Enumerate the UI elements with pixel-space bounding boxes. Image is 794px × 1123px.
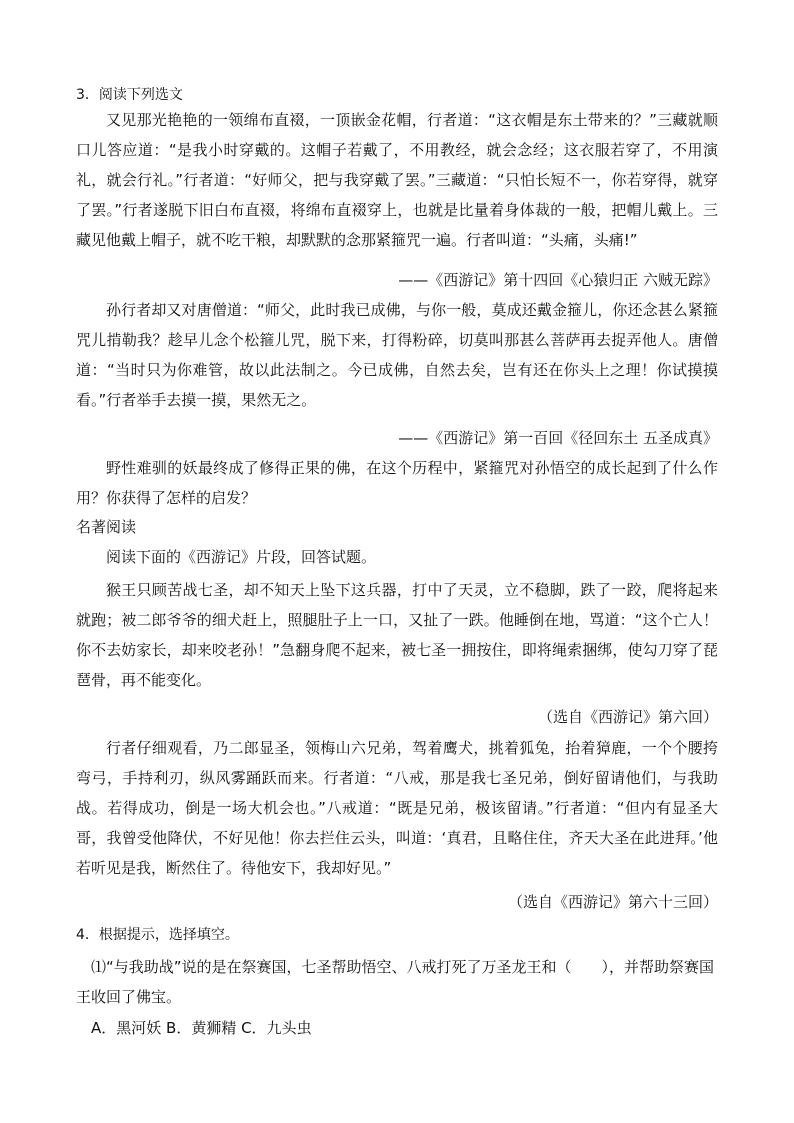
q4-heading: 4．根据提示，选择填空。 <box>76 927 239 943</box>
q4-sub-1: ⑴“与我助战”说的是在祭赛国，七圣帮助悟空、八戒打死了万圣龙王和（ ），并帮助祭赛国王收回了佛宝。 <box>76 958 715 1006</box>
section-title: 名著阅读 <box>76 518 137 536</box>
source-3: （选自《西游记》第六回） <box>537 708 718 726</box>
passage-1: 又见那光艳艳的一领绵布直裰，一顶嵌金花帽，行者道：“这衣帽是东土带来的？”三藏就顺口儿答应道：“是我小时穿戴的。这帽子若戴了，不用教经，就会念经；这衣服若穿了，不用演礼，就会行礼。”行者道：“好师父，把与我穿戴了罢。”三藏道：“只怕长短不一，你若穿得，就穿了罢。”行者遂脱下旧白布直裰，将绵布直裰穿上，也就是比量着身体裁的一般，把帽儿戴上。三藏见他戴上帽子，就不吃干粮，却默默的念那紧箍咒一遍。行者叫道：“头痛，头痛!” <box>76 111 718 249</box>
source-4: （选自《西游记》第六十三回） <box>507 893 718 911</box>
source-1: ——《西游记》第十四回《心猿归正 六贼无踪》 <box>398 271 718 289</box>
passage-4: 行者仔细观看，乃二郎显圣，领梅山六兄弟，驾着鹰犬，挑着狐兔，抬着獐鹿，一个个腰挎弯弓，手持利刃，纵风雾踊跃而来。行者道：“八戒，那是我七圣兄弟，倒好留请他们，与我助战。若得成功，倒是一场大机会也。”八戒道：“既是兄弟，极该留请。”行者道：“但内有显圣大哥，我曾受他降伏，不好见他！你去拦住云头，叫道：‘真君，且略住住，齐天大圣在此进拜。’他若听见是我，断然住了。待他安下，我却好见。” <box>76 739 718 877</box>
passage-3: 猴王只顾苦战七圣，却不知天上坠下这兵器，打中了天灵，立不稳脚，跌了一跤，爬将起来就跑；被二郎爷爷的细犬赶上，照腿肚子上一口，又扯了一跌。他睡倒在地，骂道：“这个亡人！你不去妨家长，却来咬老孙！”急翻身爬不起来，被七圣一拥按住，即将绳索捆绑，使勾刀穿了琵琶骨，再不能变化。 <box>76 581 718 689</box>
source-2: ——《西游记》第一百回《径回东土 五圣成真》 <box>398 429 718 447</box>
q4-options: A．黑河妖 B．黄狮精 C．九头虫 <box>91 1019 312 1037</box>
passage-2: 孙行者却又对唐僧道：“师父，此时我已成佛，与你一般，莫成还戴金箍儿，你还念甚么紧箍咒儿掯勒我？趁早儿念个松箍儿咒，脱下来，打得粉碎，切莫叫那甚么菩萨再去捉弄他人。唐僧道：“当时只为你难管，故以此法制之。今已成佛，自然去矣，岂有还在你头上之理！你试摸摸看。”行者举手去摸一摸，果然无之。 <box>76 301 718 409</box>
q3-heading: 3．阅读下列选文 <box>76 87 183 103</box>
instruction: 阅读下面的《西游记》片段，回答试题。 <box>106 548 377 566</box>
question-3: 野性难驯的妖最终成了修得正果的佛，在这个历程中，紧箍咒对孙悟空的成长起到了什么作用？你获得了怎样的启发？ <box>76 459 718 507</box>
